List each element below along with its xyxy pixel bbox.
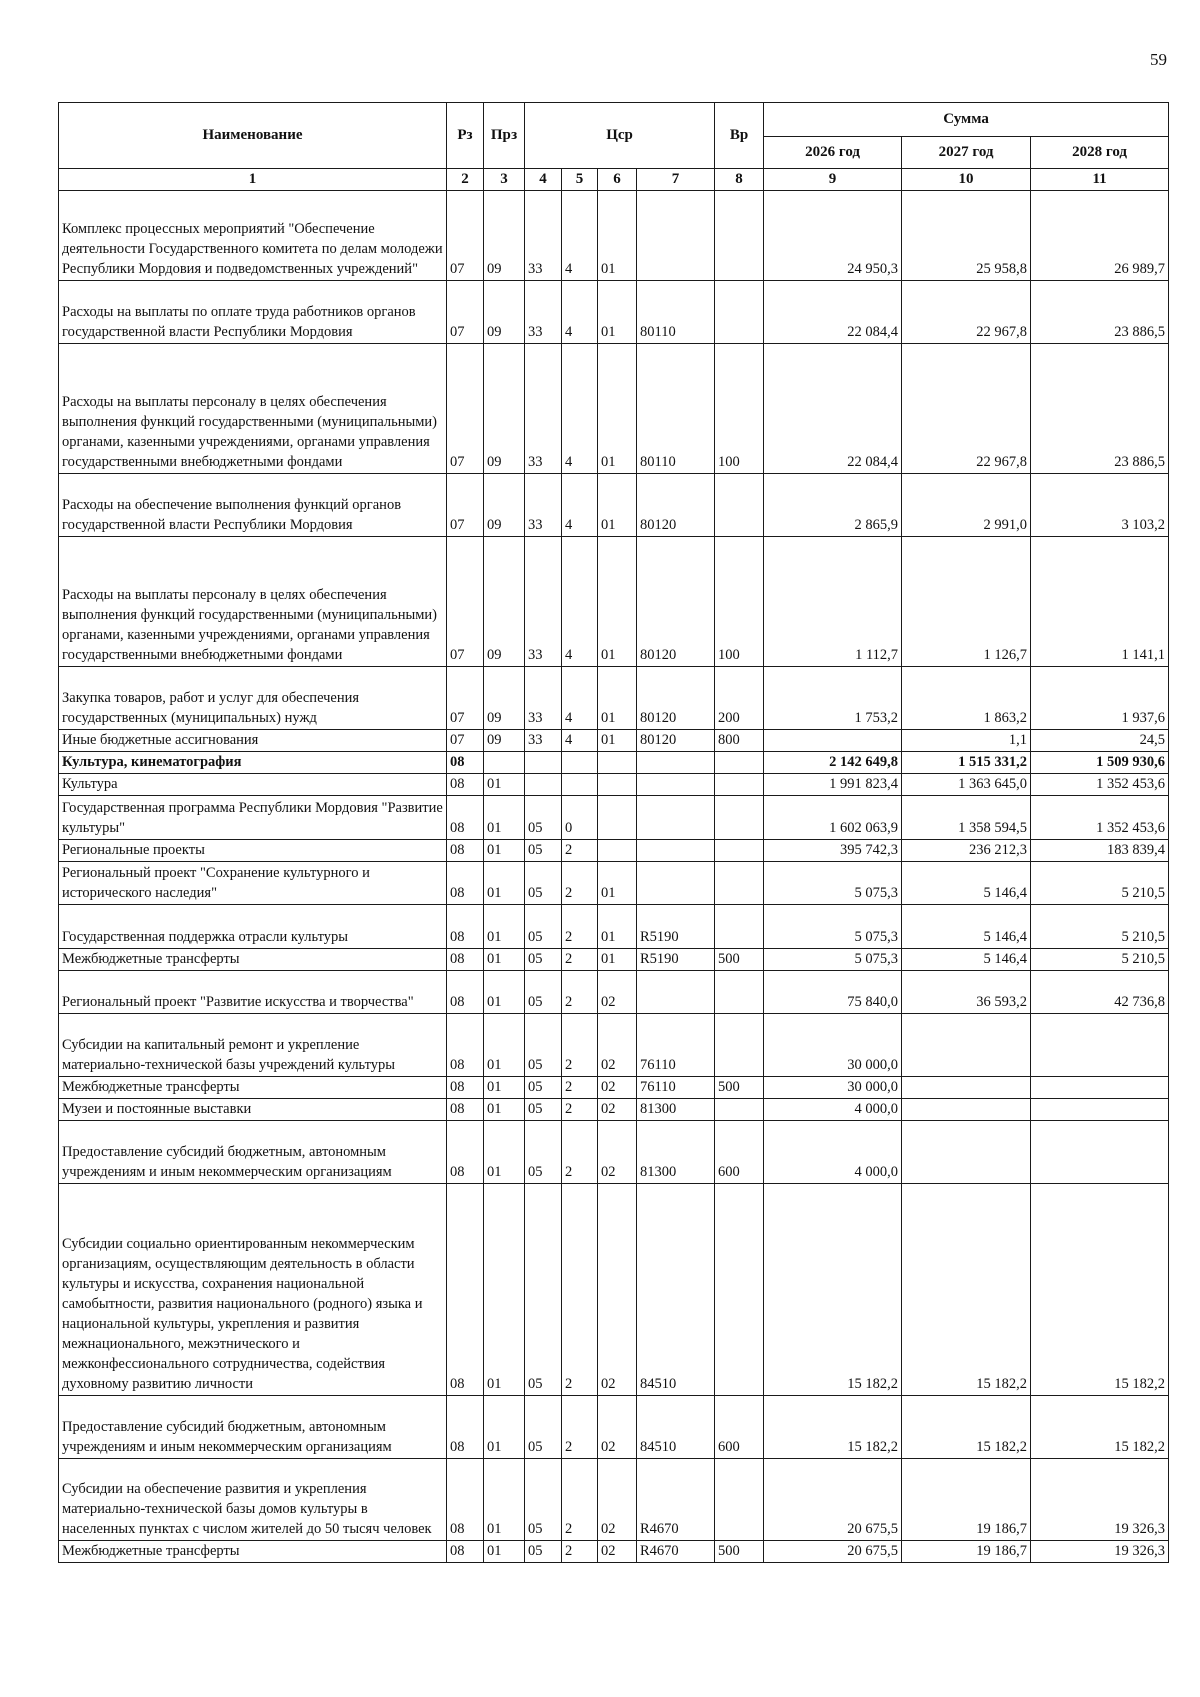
row-csr-program: 05 <box>525 1099 562 1121</box>
row-prz: 09 <box>484 667 525 730</box>
row-sum-2028: 15 182,2 <box>1031 1184 1169 1396</box>
row-csr-type: 2 <box>562 1459 598 1541</box>
row-csr-type: 4 <box>562 730 598 752</box>
row-sum-2026: 1 991 823,4 <box>764 774 902 796</box>
row-csr-event: 01 <box>598 730 637 752</box>
header-year-2027: 2027 год <box>902 137 1031 169</box>
row-csr-type: 2 <box>562 1396 598 1459</box>
row-name: Комплекс процессных мероприятий "Обеспечение деятельности Государственного комитета по делам молодежи Республики Мордовия и подведомственных учреждений" <box>59 191 447 281</box>
row-sum-2026: 20 675,5 <box>764 1459 902 1541</box>
row-csr-direction: 81300 <box>637 1099 715 1121</box>
row-name: Расходы на выплаты персоналу в целях обеспечения выполнения функций государственными (муниципальными) органами, казенными учреждениями, органами управления государственными внебюджетными фондами <box>59 344 447 474</box>
row-csr-type: 0 <box>562 796 598 840</box>
row-prz: 01 <box>484 796 525 840</box>
row-sum-2027 <box>902 1121 1031 1184</box>
row-prz: 01 <box>484 971 525 1014</box>
row-sum-2026: 24 950,3 <box>764 191 902 281</box>
row-prz: 01 <box>484 862 525 905</box>
row-rz: 08 <box>447 774 484 796</box>
row-prz: 01 <box>484 1077 525 1099</box>
row-rz: 08 <box>447 1396 484 1459</box>
row-csr-direction <box>637 191 715 281</box>
table-row <box>59 344 1169 474</box>
row-sum-2027: 1 515 331,2 <box>902 752 1031 774</box>
row-vr: 600 <box>715 1396 764 1459</box>
row-rz: 08 <box>447 971 484 1014</box>
row-name: Государственная программа Республики Мордовия "Развитие культуры" <box>59 796 447 840</box>
row-vr: 600 <box>715 1121 764 1184</box>
table-row <box>59 474 1169 537</box>
row-prz: 09 <box>484 191 525 281</box>
row-prz: 01 <box>484 1014 525 1077</box>
row-csr-program: 05 <box>525 949 562 971</box>
row-csr-type: 2 <box>562 1121 598 1184</box>
row-name: Расходы на выплаты персоналу в целях обеспечения выполнения функций государственными (муниципальными) органами, казенными учреждениями, органами управления государственными внебюджетными фондами <box>59 537 447 667</box>
row-vr <box>715 474 764 537</box>
row-prz: 01 <box>484 1396 525 1459</box>
row-csr-direction: R4670 <box>637 1459 715 1541</box>
row-csr-event <box>598 774 637 796</box>
row-name: Межбюджетные трансферты <box>59 1077 447 1099</box>
row-sum-2028 <box>1031 1121 1169 1184</box>
row-vr <box>715 1459 764 1541</box>
row-name: Субсидии социально ориентированным некоммерческим организациям, осуществляющим деятельность в области культуры и искусства, сохранения национальной самобытности, развития национального (родного) языка и национальной культуры, укрепления и развития межнационального, межэтнического и межконфессионального сотрудничества, содействия духовному развитию личности <box>59 1184 447 1396</box>
table-row <box>59 840 1169 862</box>
table-row <box>59 1396 1169 1459</box>
row-csr-event: 01 <box>598 949 637 971</box>
row-sum-2028: 1 509 930,6 <box>1031 752 1169 774</box>
row-csr-direction: R5190 <box>637 949 715 971</box>
row-sum-2028: 24,5 <box>1031 730 1169 752</box>
row-sum-2026: 395 742,3 <box>764 840 902 862</box>
row-csr-type: 2 <box>562 1184 598 1396</box>
row-csr-type: 2 <box>562 1541 598 1563</box>
row-csr-direction <box>637 971 715 1014</box>
table-row <box>59 905 1169 949</box>
column-number-row <box>59 169 1169 191</box>
row-vr: 500 <box>715 1541 764 1563</box>
row-prz: 01 <box>484 905 525 949</box>
row-sum-2028: 42 736,8 <box>1031 971 1169 1014</box>
row-csr-event: 01 <box>598 862 637 905</box>
row-sum-2027: 36 593,2 <box>902 971 1031 1014</box>
row-rz: 08 <box>447 949 484 971</box>
row-csr-type: 2 <box>562 1014 598 1077</box>
table-row <box>59 537 1169 667</box>
row-csr-event: 02 <box>598 1099 637 1121</box>
row-sum-2027: 15 182,2 <box>902 1396 1031 1459</box>
row-csr-type: 4 <box>562 537 598 667</box>
row-csr-program: 33 <box>525 537 562 667</box>
row-csr-program: 05 <box>525 862 562 905</box>
row-csr-program: 33 <box>525 344 562 474</box>
row-csr-program: 05 <box>525 796 562 840</box>
row-vr: 200 <box>715 667 764 730</box>
table-row <box>59 971 1169 1014</box>
row-csr-event: 02 <box>598 1014 637 1077</box>
row-rz: 08 <box>447 1541 484 1563</box>
header-year-2028: 2028 год <box>1031 137 1169 169</box>
row-sum-2026: 22 084,4 <box>764 344 902 474</box>
table-row <box>59 1459 1169 1541</box>
table-row <box>59 862 1169 905</box>
row-vr <box>715 191 764 281</box>
row-prz: 09 <box>484 474 525 537</box>
row-rz: 08 <box>447 905 484 949</box>
row-vr <box>715 796 764 840</box>
row-rz: 07 <box>447 281 484 344</box>
row-csr-direction <box>637 862 715 905</box>
row-vr <box>715 752 764 774</box>
table-row <box>59 949 1169 971</box>
row-sum-2028: 183 839,4 <box>1031 840 1169 862</box>
row-prz: 09 <box>484 281 525 344</box>
row-csr-direction: 81300 <box>637 1121 715 1184</box>
row-csr-type: 2 <box>562 1077 598 1099</box>
row-sum-2028: 23 886,5 <box>1031 344 1169 474</box>
col-number: 3 <box>484 169 525 191</box>
row-csr-direction <box>637 840 715 862</box>
row-csr-direction: 76110 <box>637 1077 715 1099</box>
row-csr-type: 4 <box>562 474 598 537</box>
row-vr <box>715 774 764 796</box>
row-sum-2027: 15 182,2 <box>902 1184 1031 1396</box>
header-vr: Вр <box>715 103 764 169</box>
row-csr-event: 02 <box>598 1077 637 1099</box>
table-row <box>59 730 1169 752</box>
row-sum-2027: 5 146,4 <box>902 862 1031 905</box>
row-name: Культура <box>59 774 447 796</box>
row-prz: 01 <box>484 1459 525 1541</box>
row-sum-2028: 5 210,5 <box>1031 862 1169 905</box>
row-csr-type: 2 <box>562 905 598 949</box>
table-row <box>59 1014 1169 1077</box>
row-csr-program: 33 <box>525 667 562 730</box>
header-year-2026: 2026 год <box>764 137 902 169</box>
header-rz: Рз <box>447 103 484 169</box>
row-sum-2028 <box>1031 1099 1169 1121</box>
row-vr <box>715 281 764 344</box>
row-csr-event: 01 <box>598 474 637 537</box>
col-number: 7 <box>637 169 715 191</box>
row-csr-event: 01 <box>598 905 637 949</box>
row-sum-2026: 5 075,3 <box>764 862 902 905</box>
row-sum-2028: 19 326,3 <box>1031 1541 1169 1563</box>
row-sum-2026: 1 112,7 <box>764 537 902 667</box>
row-rz: 08 <box>447 1077 484 1099</box>
row-csr-program: 05 <box>525 1396 562 1459</box>
row-vr <box>715 971 764 1014</box>
row-rz: 08 <box>447 1184 484 1396</box>
row-prz: 01 <box>484 1184 525 1396</box>
row-sum-2028: 5 210,5 <box>1031 949 1169 971</box>
row-prz: 01 <box>484 1121 525 1184</box>
row-sum-2026: 1 602 063,9 <box>764 796 902 840</box>
row-csr-direction: 80120 <box>637 667 715 730</box>
row-name: Предоставление субсидий бюджетным, автономным учреждениям и иным некоммерческим организациям <box>59 1121 447 1184</box>
row-csr-direction: 84510 <box>637 1184 715 1396</box>
row-sum-2027: 5 146,4 <box>902 905 1031 949</box>
row-sum-2027: 236 212,3 <box>902 840 1031 862</box>
row-sum-2028: 19 326,3 <box>1031 1459 1169 1541</box>
col-number: 1 <box>59 169 447 191</box>
col-number: 6 <box>598 169 637 191</box>
budget-table <box>58 102 1169 1563</box>
row-sum-2026: 1 753,2 <box>764 667 902 730</box>
row-vr: 100 <box>715 537 764 667</box>
row-prz <box>484 752 525 774</box>
row-prz: 01 <box>484 840 525 862</box>
row-csr-event: 01 <box>598 344 637 474</box>
row-csr-event: 02 <box>598 971 637 1014</box>
row-csr-program: 33 <box>525 281 562 344</box>
row-csr-program: 05 <box>525 1541 562 1563</box>
table-row <box>59 752 1169 774</box>
page-number: 59 <box>1150 50 1167 69</box>
row-sum-2026: 15 182,2 <box>764 1184 902 1396</box>
row-csr-type: 4 <box>562 344 598 474</box>
col-number: 4 <box>525 169 562 191</box>
row-csr-direction: 84510 <box>637 1396 715 1459</box>
row-sum-2027: 22 967,8 <box>902 344 1031 474</box>
row-csr-direction: 80110 <box>637 281 715 344</box>
table-row <box>59 1099 1169 1121</box>
table-row <box>59 1184 1169 1396</box>
row-sum-2026: 30 000,0 <box>764 1014 902 1077</box>
row-prz: 01 <box>484 1099 525 1121</box>
row-name: Музеи и постоянные выставки <box>59 1099 447 1121</box>
header-prz: Прз <box>484 103 525 169</box>
row-rz: 07 <box>447 537 484 667</box>
row-sum-2027: 1,1 <box>902 730 1031 752</box>
row-vr <box>715 1099 764 1121</box>
row-prz: 09 <box>484 730 525 752</box>
row-vr <box>715 1184 764 1396</box>
row-csr-event: 02 <box>598 1541 637 1563</box>
row-rz: 08 <box>447 752 484 774</box>
row-name: Субсидии на обеспечение развития и укрепления материально-технической базы домов культуры в населенных пунктах с числом жителей до 50 тысяч человек <box>59 1459 447 1541</box>
row-csr-direction: 76110 <box>637 1014 715 1077</box>
row-vr: 500 <box>715 1077 764 1099</box>
row-csr-program: 05 <box>525 1459 562 1541</box>
row-csr-program: 05 <box>525 971 562 1014</box>
row-vr: 100 <box>715 344 764 474</box>
row-sum-2028: 1 352 453,6 <box>1031 774 1169 796</box>
row-sum-2028: 3 103,2 <box>1031 474 1169 537</box>
row-sum-2027: 19 186,7 <box>902 1541 1031 1563</box>
row-sum-2027: 1 126,7 <box>902 537 1031 667</box>
row-csr-event <box>598 752 637 774</box>
row-rz: 07 <box>447 474 484 537</box>
row-csr-type: 2 <box>562 949 598 971</box>
row-vr <box>715 905 764 949</box>
row-sum-2026: 2 142 649,8 <box>764 752 902 774</box>
row-csr-direction: R4670 <box>637 1541 715 1563</box>
row-csr-direction: 80120 <box>637 730 715 752</box>
row-csr-program: 05 <box>525 1077 562 1099</box>
row-csr-type: 2 <box>562 971 598 1014</box>
row-name: Региональные проекты <box>59 840 447 862</box>
row-csr-type: 2 <box>562 840 598 862</box>
row-name: Межбюджетные трансферты <box>59 949 447 971</box>
row-csr-event: 01 <box>598 281 637 344</box>
row-csr-program: 33 <box>525 474 562 537</box>
row-csr-event: 02 <box>598 1396 637 1459</box>
table-row <box>59 796 1169 840</box>
row-csr-direction <box>637 796 715 840</box>
row-prz: 01 <box>484 949 525 971</box>
row-csr-program <box>525 752 562 774</box>
row-sum-2026: 5 075,3 <box>764 949 902 971</box>
row-rz: 08 <box>447 1121 484 1184</box>
row-sum-2027: 5 146,4 <box>902 949 1031 971</box>
row-csr-program: 05 <box>525 840 562 862</box>
row-sum-2028 <box>1031 1014 1169 1077</box>
col-number: 8 <box>715 169 764 191</box>
row-csr-direction <box>637 774 715 796</box>
row-rz: 08 <box>447 1459 484 1541</box>
row-vr <box>715 840 764 862</box>
row-sum-2027 <box>902 1099 1031 1121</box>
row-csr-event: 02 <box>598 1184 637 1396</box>
row-rz: 08 <box>447 796 484 840</box>
row-rz: 07 <box>447 191 484 281</box>
row-csr-event <box>598 840 637 862</box>
row-csr-program: 33 <box>525 191 562 281</box>
row-sum-2027: 1 358 594,5 <box>902 796 1031 840</box>
row-name: Закупка товаров, работ и услуг для обеспечения государственных (муниципальных) нужд <box>59 667 447 730</box>
row-csr-direction: R5190 <box>637 905 715 949</box>
table-row <box>59 1121 1169 1184</box>
row-sum-2027: 22 967,8 <box>902 281 1031 344</box>
row-name: Субсидии на капитальный ремонт и укрепление материально-технической базы учреждений культуры <box>59 1014 447 1077</box>
table-row <box>59 667 1169 730</box>
row-rz: 08 <box>447 840 484 862</box>
row-name: Иные бюджетные ассигнования <box>59 730 447 752</box>
row-sum-2026: 4 000,0 <box>764 1099 902 1121</box>
row-sum-2026: 2 865,9 <box>764 474 902 537</box>
row-name: Межбюджетные трансферты <box>59 1541 447 1563</box>
row-rz: 07 <box>447 344 484 474</box>
col-number: 11 <box>1031 169 1169 191</box>
row-sum-2028: 15 182,2 <box>1031 1396 1169 1459</box>
row-vr <box>715 1014 764 1077</box>
row-sum-2028: 1 352 453,6 <box>1031 796 1169 840</box>
row-sum-2027 <box>902 1077 1031 1099</box>
row-csr-direction: 80120 <box>637 474 715 537</box>
row-csr-direction <box>637 752 715 774</box>
header-csr: Цср <box>525 103 715 169</box>
row-name: Расходы на выплаты по оплате труда работников органов государственной власти Республики Мордовия <box>59 281 447 344</box>
table-row <box>59 774 1169 796</box>
row-rz: 08 <box>447 1014 484 1077</box>
row-csr-type <box>562 774 598 796</box>
header-name: Наименование <box>59 103 447 169</box>
col-number: 10 <box>902 169 1031 191</box>
row-sum-2028: 1 937,6 <box>1031 667 1169 730</box>
row-csr-type: 2 <box>562 1099 598 1121</box>
row-sum-2027: 19 186,7 <box>902 1459 1031 1541</box>
row-prz: 01 <box>484 1541 525 1563</box>
row-sum-2026 <box>764 730 902 752</box>
row-sum-2027: 1 863,2 <box>902 667 1031 730</box>
col-number: 2 <box>447 169 484 191</box>
row-rz: 08 <box>447 1099 484 1121</box>
row-name: Региональный проект "Сохранение культурного и исторического наследия" <box>59 862 447 905</box>
row-sum-2027: 2 991,0 <box>902 474 1031 537</box>
row-sum-2026: 75 840,0 <box>764 971 902 1014</box>
row-sum-2027: 1 363 645,0 <box>902 774 1031 796</box>
row-csr-direction: 80120 <box>637 537 715 667</box>
table-row <box>59 281 1169 344</box>
row-csr-type: 4 <box>562 667 598 730</box>
row-csr-event: 02 <box>598 1121 637 1184</box>
row-vr <box>715 862 764 905</box>
table-row <box>59 191 1169 281</box>
row-prz: 09 <box>484 537 525 667</box>
row-vr: 500 <box>715 949 764 971</box>
row-name: Предоставление субсидий бюджетным, автономным учреждениям и иным некоммерческим организациям <box>59 1396 447 1459</box>
row-sum-2028 <box>1031 1077 1169 1099</box>
row-csr-event <box>598 796 637 840</box>
col-number: 5 <box>562 169 598 191</box>
row-csr-program <box>525 774 562 796</box>
row-name: Региональный проект "Развитие искусства и творчества" <box>59 971 447 1014</box>
row-csr-program: 05 <box>525 1014 562 1077</box>
row-prz: 09 <box>484 344 525 474</box>
row-sum-2027 <box>902 1014 1031 1077</box>
row-sum-2028: 26 989,7 <box>1031 191 1169 281</box>
row-name: Расходы на обеспечение выполнения функций органов государственной власти Республики Мордовия <box>59 474 447 537</box>
table-row <box>59 1541 1169 1563</box>
row-sum-2028: 1 141,1 <box>1031 537 1169 667</box>
row-sum-2026: 5 075,3 <box>764 905 902 949</box>
row-vr: 800 <box>715 730 764 752</box>
row-csr-type <box>562 752 598 774</box>
row-csr-event: 01 <box>598 667 637 730</box>
row-sum-2026: 30 000,0 <box>764 1077 902 1099</box>
row-prz: 01 <box>484 774 525 796</box>
row-sum-2026: 15 182,2 <box>764 1396 902 1459</box>
row-sum-2026: 22 084,4 <box>764 281 902 344</box>
table-row <box>59 1077 1169 1099</box>
row-sum-2026: 4 000,0 <box>764 1121 902 1184</box>
row-csr-direction: 80110 <box>637 344 715 474</box>
row-csr-program: 33 <box>525 730 562 752</box>
row-csr-program: 05 <box>525 905 562 949</box>
row-csr-type: 4 <box>562 281 598 344</box>
row-sum-2026: 20 675,5 <box>764 1541 902 1563</box>
row-sum-2028: 5 210,5 <box>1031 905 1169 949</box>
row-rz: 08 <box>447 862 484 905</box>
row-sum-2027: 25 958,8 <box>902 191 1031 281</box>
row-rz: 07 <box>447 730 484 752</box>
header-sum: Сумма <box>764 103 1169 137</box>
row-name: Государственная поддержка отрасли культуры <box>59 905 447 949</box>
row-csr-program: 05 <box>525 1121 562 1184</box>
row-name: Культура, кинематография <box>59 752 447 774</box>
row-csr-type: 4 <box>562 191 598 281</box>
row-csr-event: 01 <box>598 191 637 281</box>
col-number: 9 <box>764 169 902 191</box>
row-csr-event: 01 <box>598 537 637 667</box>
row-csr-type: 2 <box>562 862 598 905</box>
row-csr-program: 05 <box>525 1184 562 1396</box>
row-sum-2028: 23 886,5 <box>1031 281 1169 344</box>
row-rz: 07 <box>447 667 484 730</box>
row-csr-event: 02 <box>598 1459 637 1541</box>
